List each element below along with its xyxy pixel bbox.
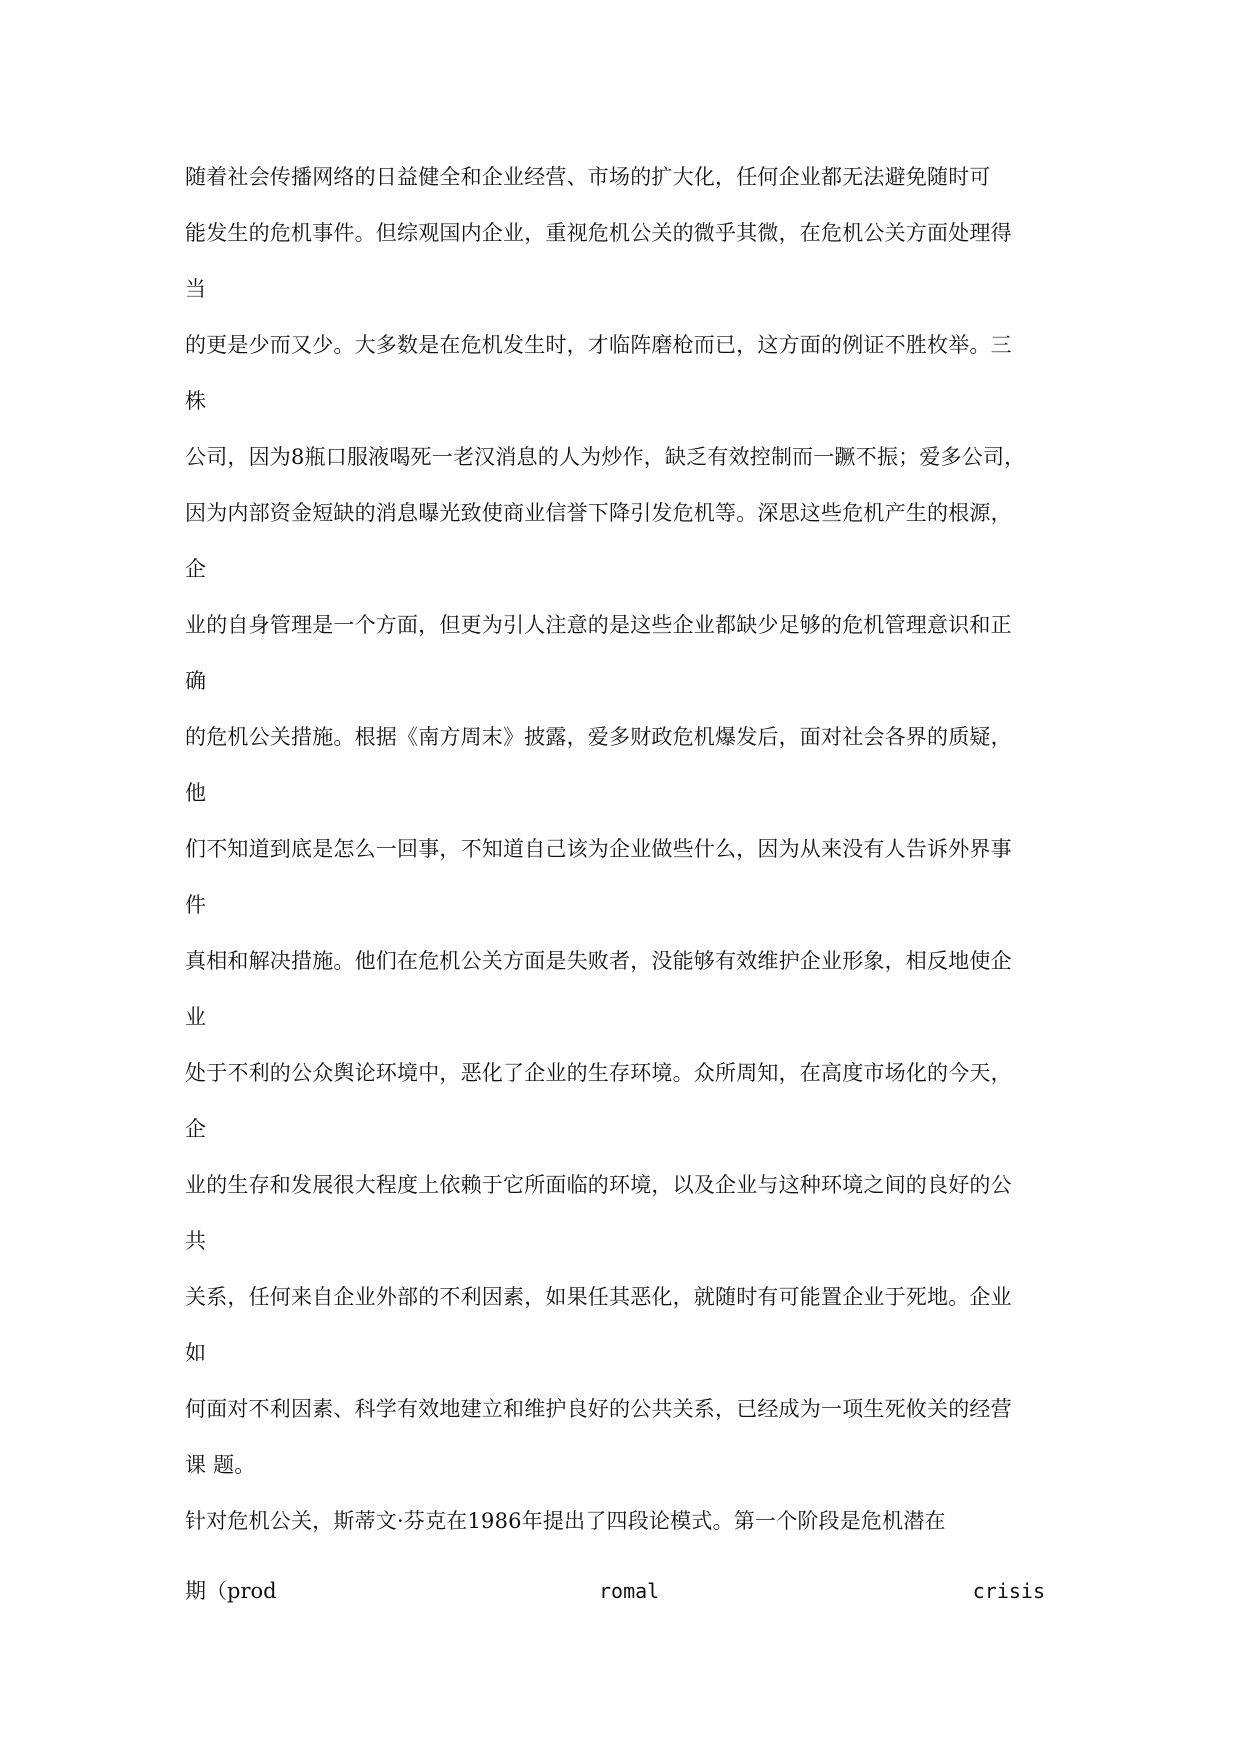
paragraph-line: 随着社会传播网络的日益健全和企业经营、市场的扩大化，任何企业都无法避免随时可 xyxy=(185,165,991,189)
paragraph-line: 真相和解决措施。他们在危机公关方面是失败者，没能够有效维护企业形象，相反地使企 xyxy=(185,949,1012,973)
paragraph-line: 公司，因为8瓶口服液喝死一老汉消息的人为炒作，缺乏有效控制而一蹶不振；爱多公司， xyxy=(185,445,1026,469)
paragraph-line: 能发生的危机事件。但综观国内企业，重视危机公关的微乎其微，在危机公关方面处理得 xyxy=(185,221,1012,245)
paragraph-line: 课 题。 xyxy=(185,1453,256,1477)
paragraph-line: 的更是少而又少。大多数是在危机发生时，才临阵磨枪而已，这方面的例证不胜枚举。三 xyxy=(185,333,1012,357)
paragraph-line: 确 xyxy=(185,669,207,693)
final-line-right-text: crisis xyxy=(972,1579,1045,1603)
paragraph-line: 们不知道到底是怎么一回事，不知道自己该为企业做些什么，因为从来没有人告诉外界事 xyxy=(185,837,1012,861)
paragraph-line: 处于不利的公众舆论环境中，恶化了企业的生存环境。众所周知，在高度市场化的今天， xyxy=(185,1061,1012,1085)
paragraph-line: 企 xyxy=(185,557,207,581)
paragraph-line: 当 xyxy=(185,277,207,301)
paragraph-line: 何面对不利因素、科学有效地建立和维护良好的公共关系，已经成为一项生死攸关的经营 xyxy=(185,1397,1012,1421)
paragraph-line: 业 xyxy=(185,1005,207,1029)
paragraph-line: 如 xyxy=(185,1341,207,1365)
paragraph-line: 业的自身管理是一个方面，但更为引人注意的是这些企业都缺少足够的危机管理意识和正 xyxy=(185,613,1012,637)
paragraph-line: 他 xyxy=(185,781,207,805)
paragraph-line: 共 xyxy=(185,1229,207,1253)
paragraph-line: 针对危机公关，斯蒂文·芬克在1986年提出了四段论模式。第一个阶段是危机潜在 xyxy=(185,1509,946,1533)
paragraph-line: 关系，任何来自企业外部的不利因素，如果任其恶化，就随时有可能置企业于死地。企业 xyxy=(185,1285,1012,1309)
final-line-middle-text: romal xyxy=(599,1579,660,1603)
paragraph-line: 企 xyxy=(185,1117,207,1141)
paragraph-line: 株 xyxy=(185,389,207,413)
paragraph-line: 的危机公关措施。根据《南方周末》披露，爱多财政危机爆发后，面对社会各界的质疑， xyxy=(185,725,1012,749)
paragraph-line: 件 xyxy=(185,893,207,917)
final-line-left-text: 期（prod xyxy=(185,1579,277,1603)
paragraph-line: 因为内部资金短缺的消息曝光致使商业信誉下降引发危机等。深思这些危机产生的根源， xyxy=(185,501,1012,525)
paragraph-line: 业的生存和发展很大程度上依赖于它所面临的环境，以及企业与这种环境之间的良好的公 xyxy=(185,1173,1012,1197)
